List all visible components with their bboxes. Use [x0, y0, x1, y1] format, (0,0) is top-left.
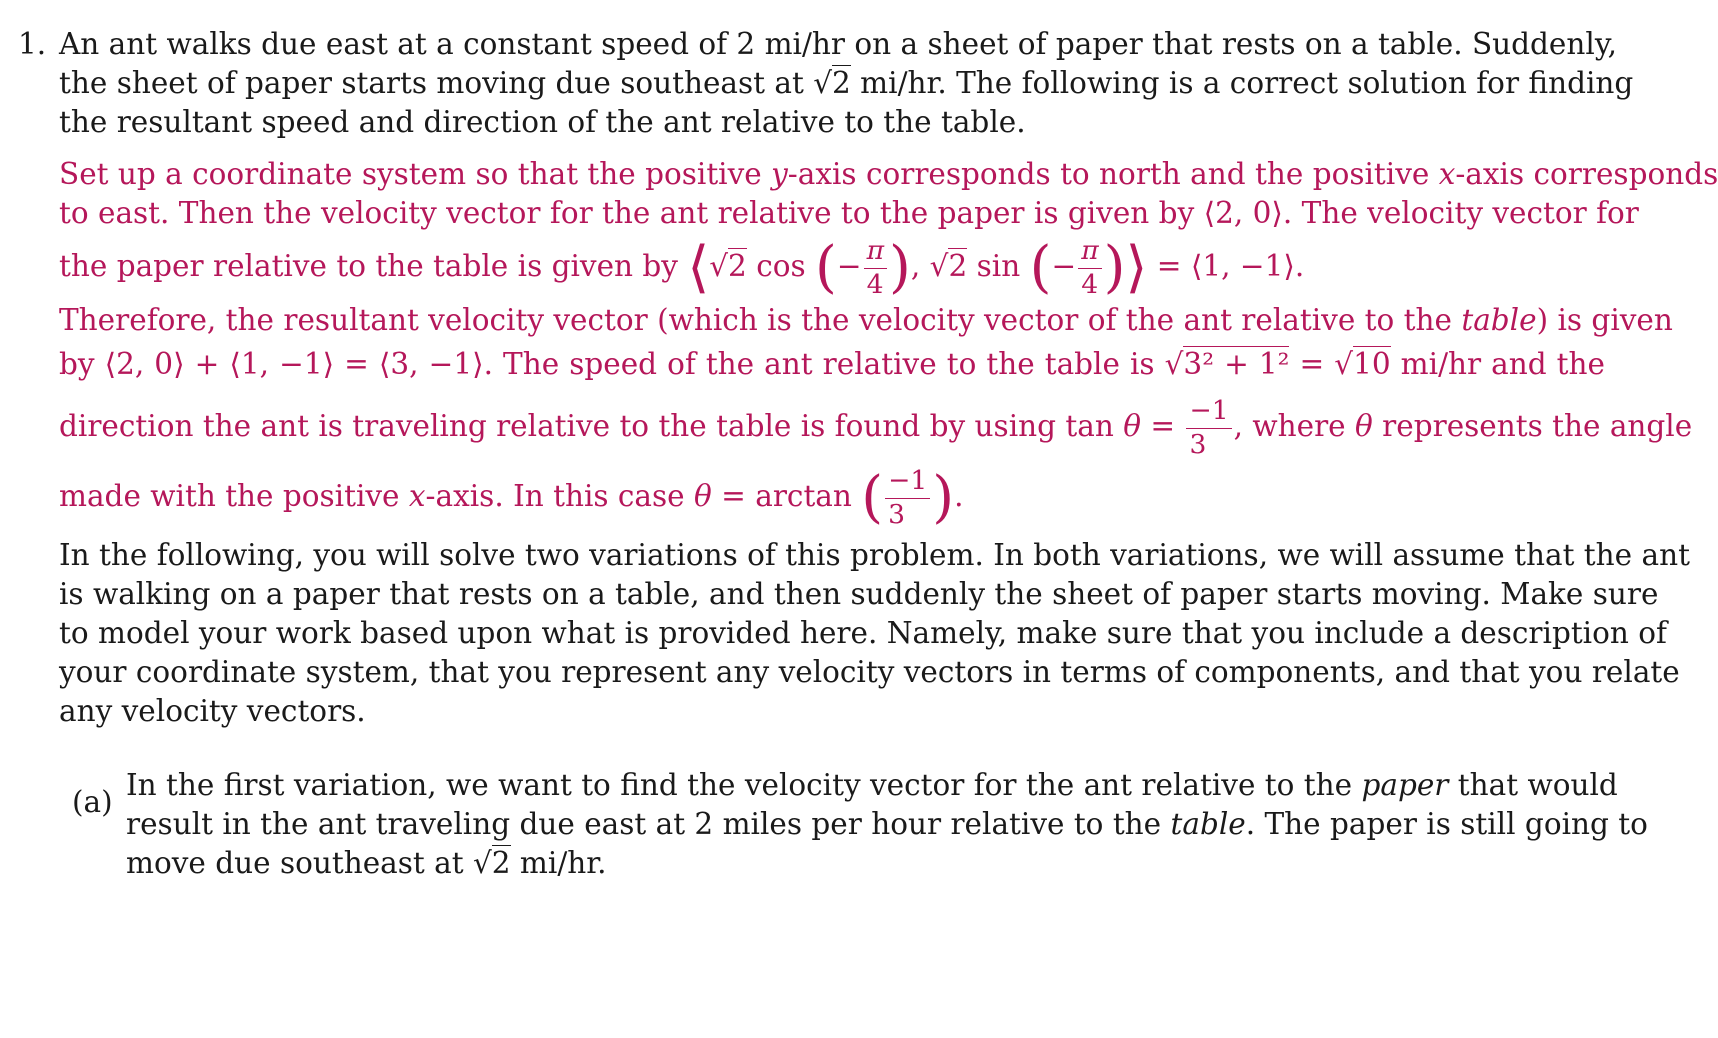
solution-line-1: Set up a coordinate system so that the positive y-axis corresponds to north and the positive x-axis corresponds	[59, 157, 1718, 191]
solution-line-6: direction the ant is traveling relative to the table is found by using tan θ = $\frac{-1}{3}$ , where θ represents the angle	[59, 395, 1693, 460]
intro-line-3: the resultant speed and direction of the ant relative to the table.	[59, 105, 1026, 139]
part-a-line-2: result in the ant traveling due east at 2 miles per hour relative to the table. The paper is still going to	[126, 807, 1648, 841]
solution-line-5: by ⟨2, 0⟩ + ⟨1, −1⟩ = ⟨3, −1⟩. The speed of the ant relative to the table is √3² + 1² = √10 mi/hr and the	[59, 347, 1605, 381]
solution-line-2: to east. Then the velocity vector for the ant relative to the paper is given by ⟨2, 0⟩. The velocity vector for	[59, 196, 1639, 230]
instructions-line-1: In the following, you will solve two variations of this problem. In both variations, we will assume that the ant	[59, 538, 1690, 572]
intro-line-1: An ant walks due east at a constant speed of 2 mi/hr on a sheet of paper that rests on a table. Suddenly,	[59, 27, 1617, 61]
part-a-line-1: In the first variation, we want to find the velocity vector for the ant relative to the paper that would	[126, 768, 1618, 802]
solution-line-4: Therefore, the resultant velocity vector (which is the velocity vector of the ant relative to the table) is given	[59, 303, 1673, 337]
instructions-line-2: is walking on a paper that rests on a table, and then suddenly the sheet of paper starts moving. Make sure	[59, 577, 1659, 611]
part-a-line-3: move due southeast at √2 mi/hr.	[126, 846, 607, 880]
problem-number: 1.	[18, 27, 47, 61]
solution-line-7: made with the positive x-axis. In this case θ = arctan ( $\frac{-1}{3}$ ).	[59, 465, 964, 531]
part-a-label: (a)	[72, 785, 113, 819]
intro-line-2: the sheet of paper starts moving due southeast at √2 mi/hr. The following is a correct solution for finding	[59, 66, 1634, 100]
solution-line-3-text: the paper relative to the table is given by	[59, 249, 678, 284]
instructions-line-5: any velocity vectors.	[59, 694, 366, 728]
instructions-line-4: your coordinate system, that you represent any velocity vectors in terms of components, and that you relate	[59, 655, 1680, 689]
solution-line-3: the paper relative to the table is given by ⟨√2 cos (− $\frac{\pi}{4}$ ), √2 sin (− $\frac{\pi}{4}$ )⟩ = ⟨1, −1⟩.	[59, 235, 1305, 301]
instructions-line-3: to model your work based upon what is provided here. Namely, make sure that you include a description of	[59, 616, 1667, 650]
